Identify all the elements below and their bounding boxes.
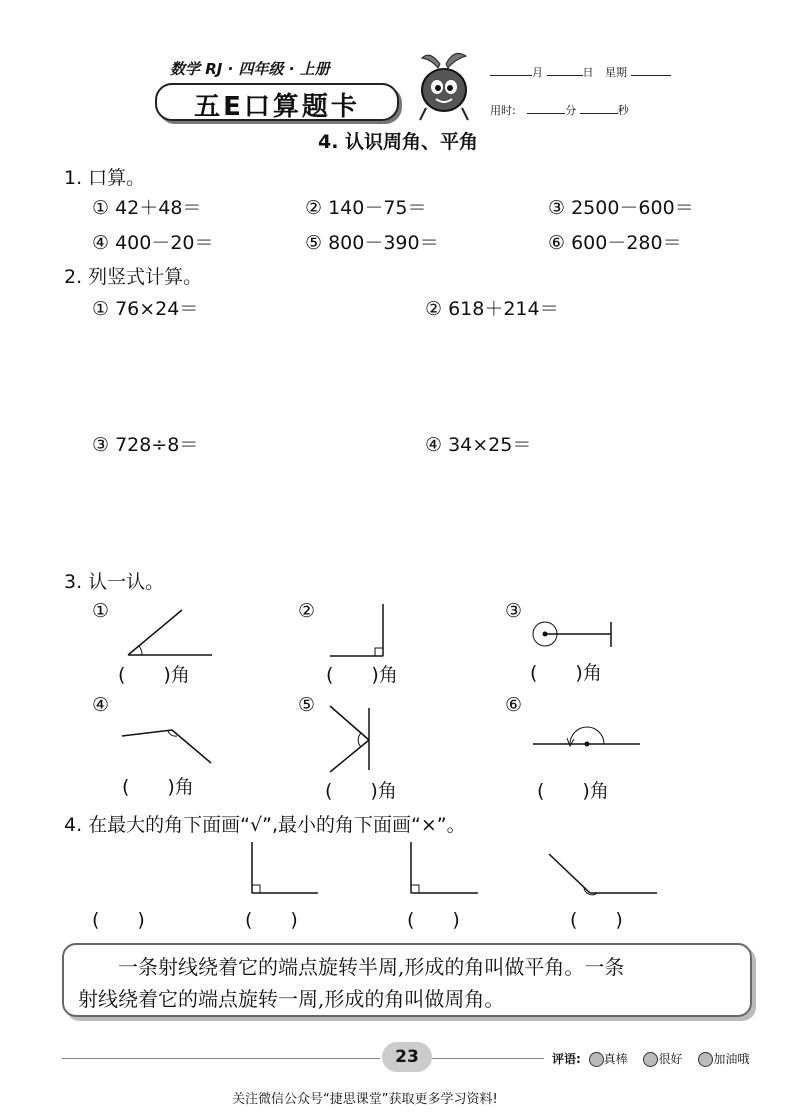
q1-item: ② 140－75＝ xyxy=(305,197,427,219)
q3-number: ⑥ xyxy=(505,694,523,716)
note-line-1: 一条射线绕着它的端点旋转半周,形成的角叫做平角。一条 xyxy=(78,955,625,979)
week-label: 星期 xyxy=(605,66,627,79)
right-angle-figure xyxy=(330,604,383,656)
day-label: 日 xyxy=(582,66,594,79)
q4-label: 4. 在最大的角下面画“√”,最小的角下面画“×”。 xyxy=(64,814,466,836)
q3-label: 3. 认一认。 xyxy=(64,571,165,593)
q3-answer-blank[interactable]: ( )角 xyxy=(118,664,190,686)
review-good: 很好 xyxy=(658,1052,683,1066)
full-angle-figure xyxy=(533,622,611,647)
q4-answer-blank[interactable]: ( ) xyxy=(245,909,298,931)
q3-answer-blank[interactable]: ( )角 xyxy=(537,780,609,802)
q4-answer-blank[interactable]: ( ) xyxy=(570,909,623,931)
q4-angle-figures xyxy=(0,830,800,910)
q1-label: 1. 口算。 xyxy=(64,167,146,189)
footer-rule-right xyxy=(432,1058,544,1059)
smile-icon[interactable] xyxy=(589,1052,604,1067)
q3-number: ④ xyxy=(92,694,110,716)
q1-item: ⑥ 600－280＝ xyxy=(548,232,682,254)
q3-number: ② xyxy=(298,600,316,622)
page-number: 23 xyxy=(382,1042,432,1072)
q2-item: ④ 34×25＝ xyxy=(425,434,532,456)
acute-angle-figure xyxy=(128,610,212,655)
definition-note xyxy=(62,943,752,1017)
q2-item: ② 618＋214＝ xyxy=(425,298,559,320)
subject-label: 数学 RJ · 四年级 · 上册 xyxy=(170,60,330,78)
q3-number: ⑤ xyxy=(298,694,316,716)
q3-number: ③ xyxy=(505,600,523,622)
q3-answer-blank[interactable]: ( )角 xyxy=(325,780,397,802)
month-label: 月 xyxy=(532,66,543,79)
q3-answer-blank[interactable]: ( )角 xyxy=(326,664,398,686)
footer-rule-left xyxy=(62,1058,380,1059)
banner-text: 五E口算题卡 xyxy=(194,92,360,122)
q3-answer-blank[interactable]: ( )角 xyxy=(530,662,602,684)
q1-item: ① 42＋48＝ xyxy=(92,197,202,219)
smile-icon[interactable] xyxy=(698,1052,713,1067)
q4-right-figure-2 xyxy=(411,842,478,893)
smile-icon[interactable] xyxy=(643,1052,658,1067)
review-label: 评语: xyxy=(552,1052,581,1066)
footer-notice: 关注微信公众号“捷思课堂”获取更多学习资料! xyxy=(232,1092,498,1107)
q1-item: ④ 400－20＝ xyxy=(92,232,214,254)
q1-item: ③ 2500－600＝ xyxy=(548,197,694,219)
page-title: 4. 认识周角、平角 xyxy=(318,131,479,153)
q4-answer-blank[interactable]: ( ) xyxy=(92,909,145,931)
min-label: 分 xyxy=(565,104,577,117)
angle-figure-5 xyxy=(330,706,369,772)
q4-obtuse-figure xyxy=(549,854,657,895)
q2-label: 2. 列竖式计算。 xyxy=(64,266,203,288)
q1-item: ⑤ 800－390＝ xyxy=(305,232,439,254)
time-label: 用时: xyxy=(490,104,516,117)
q3-answer-blank[interactable]: ( )角 xyxy=(122,776,194,798)
q3-number: ① xyxy=(92,600,110,622)
sec-label: 秒 xyxy=(617,104,629,117)
q2-item: ③ 728÷8＝ xyxy=(92,434,199,456)
q2-item: ① 76×24＝ xyxy=(92,298,199,320)
obtuse-angle-figure-4 xyxy=(122,730,211,763)
note-line-2: 射线绕着它的端点旋转一周,形成的角叫做周角。 xyxy=(78,987,505,1011)
straight-angle-figure xyxy=(533,727,640,747)
review-great: 真棒 xyxy=(603,1052,628,1066)
review-keep-going: 加油哦 xyxy=(713,1052,750,1066)
q4-answer-blank[interactable]: ( ) xyxy=(407,909,460,931)
q4-right-figure-1 xyxy=(252,842,318,893)
